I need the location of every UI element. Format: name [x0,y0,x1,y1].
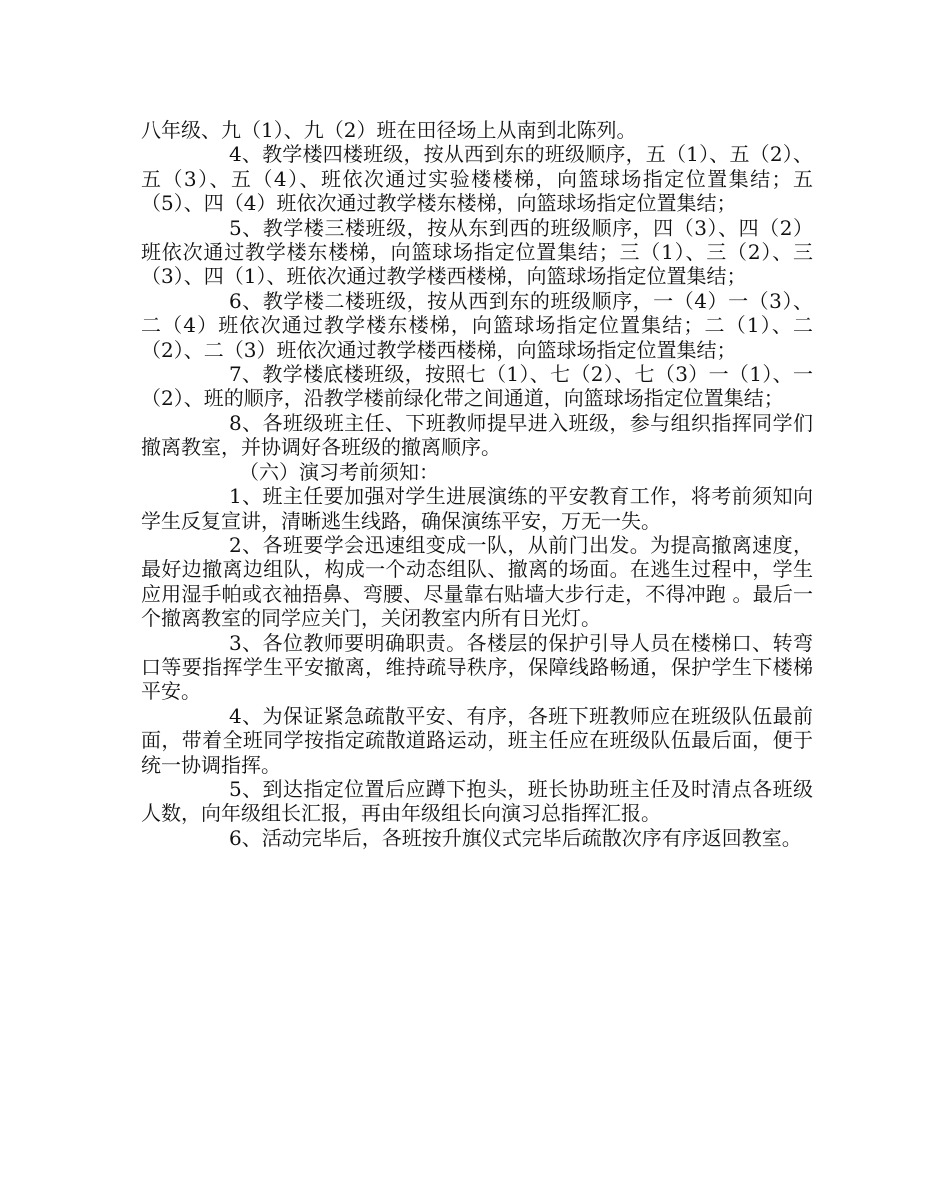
paragraph-note-6: 6、活动完毕后，各班按升旗仪式完毕后疏散次序有序返回教室。 [229,825,802,850]
paragraph-note-1: 1、班主任要加强对学生进展演练的平安教育工作，将考前须知向学生反复宣讲，清晰逃生线路，确保演练平安，万无一失。 [141,484,813,533]
paragraph-note-3: 3、各位教师要明确职责。各楼层的保护引导人员在楼梯口、转弯口等要指挥学生平安撤离，维持疏导秩序，保障线路畅通，保护学生下楼梯平安。 [141,630,813,704]
paragraph-note-5: 5、到达指定位置后应蹲下抱头，班长协助班主任及时清点各班级人数，向年级组长汇报，再由年级组长向演习总指挥汇报。 [141,776,813,826]
paragraph-item-6: 6、教学楼二楼班级，按从西到东的班级顺序，一（4）一（3）、二（4）班依次通过教学楼东楼梯，向篮球场指定位置集结；二（1）、二（2）、二（3）班依次通过教学楼西楼梯，向篮球场指定位置集结； [141,288,813,362]
paragraph-item-5: 5、教学楼三楼班级，按从东到西的班级顺序，四（3）、四（2）班依次通过教学楼东楼梯，向篮球场指定位置集结；三（1）、三（2）、三（3）、四（1）、班依次通过教学楼西楼梯，向篮球场指定位置集结； [141,215,813,289]
document-body [141,118,813,850]
paragraph-item-4: 4、教学楼四楼班级，按从西到东的班级顺序，五（1）、五（2）、五（3）、五（4）、班依次通过实验楼楼梯，向篮球场指定位置集结；五（5）、四（4）班依次通过教学楼东楼梯，向篮球场指定位置集结； [141,142,813,216]
section-heading-drill-notes: （六）演习考前须知： [239,459,439,484]
paragraph-note-2: 2、各班要学会迅速组变成一队，从前门出发。为提高撤离速度，最好边撤离边组队，构成一个动态组队、撤离的场面。在逃生过程中，学生应用湿手帕或衣袖捂鼻、弯腰、尽量靠右贴墙大步行走，不得冲跑 。最后一个撤离教室的同学应关门，关闭教室内所有日光灯。 [141,532,813,631]
paragraph-note-4: 4、为保证紧急疏散平安、有序，各班下班教师应在班级队伍最前面，带着全班同学按指定疏散道路运动，班主任应在班级队伍最后面，便于统一协调指挥。 [141,703,813,777]
paragraph-item-7: 7、教学楼底楼班级，按照七（1）、七（2）、七（3）一（1）、一（2）、班的顺序，沿教学楼前绿化带之间通道，向篮球场指定位置集结； [141,362,813,411]
paragraph-item-8: 8、各班级班主任、下班教师提早进入班级，参与组织指挥同学们撤离教室，并协调好各班级的撤离顺序。 [141,410,813,460]
paragraph-continuation: 八年级、九（1）、九（2）班在田径场上从南到北陈列。 [141,118,637,142]
